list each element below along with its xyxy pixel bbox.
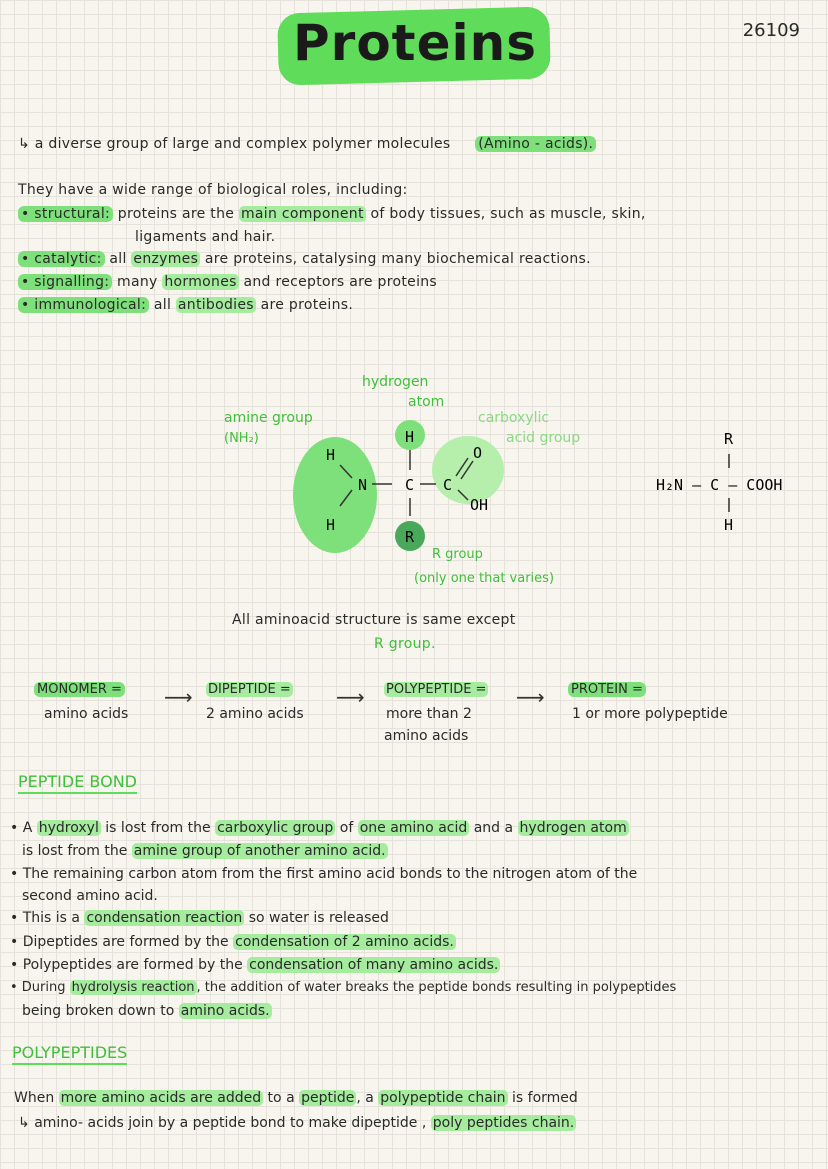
role-highlight: enzymes bbox=[133, 251, 199, 267]
intro-line bbox=[18, 136, 596, 152]
role-key: • immunological: bbox=[18, 297, 149, 313]
carboxylic-label-2: acid group bbox=[506, 430, 581, 446]
text: is lost from the bbox=[22, 843, 132, 859]
text: of bbox=[335, 820, 358, 836]
highlight: amino acids. bbox=[180, 1003, 270, 1019]
role-text: proteins are the bbox=[117, 206, 239, 222]
role-signalling bbox=[18, 274, 437, 290]
peptide-bond-heading: PEPTIDE BOND bbox=[18, 772, 137, 794]
peptide-bullet-6 bbox=[10, 980, 676, 995]
roles-lead: They have a wide range of biological roles, including: bbox=[18, 182, 408, 198]
peptide-bullet-5 bbox=[10, 957, 500, 973]
role-text: all bbox=[109, 251, 132, 267]
text: • During bbox=[10, 980, 70, 995]
text: so water is released bbox=[244, 910, 389, 926]
general-h: H bbox=[724, 516, 734, 534]
text: to a bbox=[263, 1090, 300, 1106]
text: being broken down to bbox=[22, 1003, 179, 1019]
polypeptides-line-2 bbox=[18, 1115, 576, 1131]
text: is formed bbox=[507, 1090, 578, 1106]
highlight: condensation reaction bbox=[86, 910, 243, 926]
highlight: more amino acids are added bbox=[60, 1090, 262, 1106]
polypeptides-line-1 bbox=[14, 1090, 578, 1106]
flow-dipeptide-label: DIPEPTIDE = bbox=[208, 682, 291, 697]
role-key: • catalytic: bbox=[18, 251, 105, 267]
highlight: carboxylic group bbox=[217, 820, 334, 836]
polypeptides-heading: POLYPEPTIDES bbox=[12, 1043, 127, 1065]
flow-polypeptide-value-2: amino acids bbox=[384, 728, 469, 744]
text: is lost from the bbox=[100, 820, 216, 836]
role-key: • structural: bbox=[18, 206, 113, 222]
flow-protein-label: PROTEIN = bbox=[568, 682, 646, 697]
page-title: Proteins bbox=[293, 14, 537, 72]
role-highlight: main component bbox=[240, 206, 364, 222]
highlight: amine group of another amino acid. bbox=[133, 843, 386, 859]
text: , a bbox=[356, 1090, 379, 1106]
amine-label-1: amine group bbox=[224, 410, 313, 426]
highlight: condensation of many amino acids. bbox=[249, 957, 499, 973]
text: • Dipeptides are formed by the bbox=[10, 934, 234, 950]
hydrogen-label-2: atom bbox=[408, 394, 445, 410]
amine-label-2: (NH₂) bbox=[224, 431, 259, 446]
r-group-label: R group bbox=[432, 547, 483, 562]
flow-arrow-icon: ⟶ bbox=[336, 685, 365, 709]
highlight: hydrolysis reaction bbox=[71, 980, 195, 995]
role-immunological bbox=[18, 297, 353, 313]
highlight: condensation of 2 amino acids. bbox=[235, 934, 454, 950]
flow-polypeptide-value-1: more than 2 bbox=[386, 706, 472, 722]
role-text: of body tissues, such as muscle, skin, bbox=[365, 206, 646, 222]
role-structural-cont: ligaments and hair. bbox=[135, 229, 276, 245]
text: • Polypeptides are formed by the bbox=[10, 957, 248, 973]
role-highlight: hormones bbox=[164, 274, 237, 290]
role-key: • signalling: bbox=[18, 274, 112, 290]
general-r: R bbox=[724, 430, 734, 448]
atom-c-carboxyl: C bbox=[443, 476, 453, 494]
amino-acid-diagram bbox=[0, 360, 828, 600]
atom-oh: OH bbox=[470, 496, 489, 514]
text: and a bbox=[469, 820, 518, 836]
general-chain: H₂N – C – COOH bbox=[656, 476, 783, 494]
r-group-note: (only one that varies) bbox=[414, 571, 555, 586]
atom-r: R bbox=[405, 528, 415, 546]
structure-note: All aminoacid structure is same except bbox=[232, 612, 516, 628]
arrow-icon: ↳ bbox=[18, 1115, 30, 1131]
structure-note-r: R group. bbox=[374, 636, 436, 652]
text: • This is a bbox=[10, 910, 85, 926]
atom-c-alpha: C bbox=[405, 476, 415, 494]
peptide-bullet-1-cont bbox=[22, 843, 388, 859]
peptide-bullet-6-cont bbox=[22, 1003, 272, 1019]
intro-definition: a diverse group of large and complex polymer molecules bbox=[34, 136, 451, 152]
role-text: many bbox=[117, 274, 163, 290]
atom-n: N bbox=[358, 476, 368, 494]
highlight: polypeptide chain bbox=[380, 1090, 506, 1106]
role-text: and receptors are proteins bbox=[238, 274, 438, 290]
hydrogen-label-1: hydrogen bbox=[362, 374, 429, 390]
flow-monomer-label: MONOMER = bbox=[34, 682, 125, 697]
atom-h-top: H bbox=[326, 446, 336, 464]
date-label: 26109 bbox=[742, 20, 800, 41]
intro-arrow-icon: ↳ bbox=[18, 136, 31, 152]
flow-protein-value: 1 or more polypeptide bbox=[572, 706, 728, 722]
highlight: hydrogen atom bbox=[519, 820, 627, 836]
peptide-bullet-4 bbox=[10, 934, 456, 950]
flow-arrow-icon: ⟶ bbox=[516, 685, 545, 709]
atom-o: O bbox=[473, 444, 483, 462]
carboxylic-label-1: carboxylic bbox=[478, 410, 550, 426]
role-text: are proteins, catalysing many biochemical reactions. bbox=[200, 251, 591, 267]
intro-paren: (Amino - acids). bbox=[475, 136, 596, 152]
atom-h-alpha: H bbox=[405, 428, 415, 446]
role-text: all bbox=[153, 297, 176, 313]
flow-arrow-icon: ⟶ bbox=[164, 685, 193, 709]
role-catalytic bbox=[18, 251, 591, 267]
peptide-bullet-1 bbox=[10, 820, 629, 836]
peptide-bullet-2: • The remaining carbon atom from the first amino acid bonds to the nitrogen atom of the bbox=[10, 866, 638, 882]
flow-dipeptide-value: 2 amino acids bbox=[206, 706, 304, 722]
role-highlight: antibodies bbox=[177, 297, 254, 313]
highlight: poly peptides chain. bbox=[432, 1115, 575, 1131]
peptide-bullet-3 bbox=[10, 910, 389, 926]
atom-h-bottom: H bbox=[326, 516, 336, 534]
text: • A bbox=[10, 820, 37, 836]
text: amino- acids join by a peptide bond to make dipeptide , bbox=[34, 1115, 431, 1131]
flow-polypeptide-label: POLYPEPTIDE = bbox=[386, 682, 487, 697]
flow-monomer-value: amino acids bbox=[44, 706, 129, 722]
highlight: hydroxyl bbox=[38, 820, 99, 836]
role-structural bbox=[18, 206, 646, 222]
text: When bbox=[14, 1090, 59, 1106]
text: , the addition of water breaks the peptide bonds resulting in polypeptides bbox=[196, 980, 677, 995]
highlight: one amino acid bbox=[359, 820, 468, 836]
peptide-bullet-2-cont: second amino acid. bbox=[22, 888, 158, 904]
highlight: peptide bbox=[301, 1090, 355, 1106]
role-text: are proteins. bbox=[255, 297, 354, 313]
